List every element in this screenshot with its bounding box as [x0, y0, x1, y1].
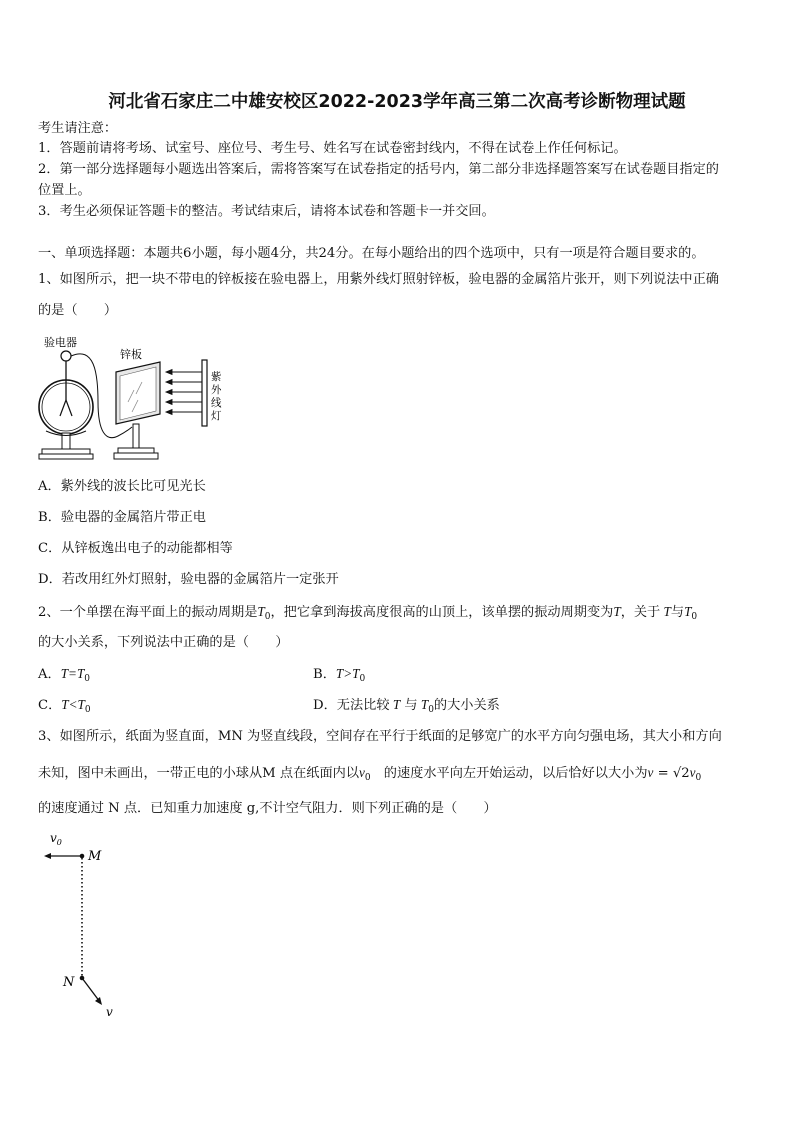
electroscope-label: 验电器	[44, 336, 77, 349]
q1-option-a: A．紫外线的波长比可见光长	[38, 479, 206, 494]
lamp-label-2: 外	[211, 384, 222, 396]
notice-item-3: 3．考生必须保证答题卡的整洁。考试结束后，请将本试卷和答题卡一并交回。	[38, 204, 495, 219]
q2-option-c: C．$T<T_0$	[38, 697, 91, 715]
q1-stem-line1: 1、如图所示，把一块不带电的锌板接在验电器上，用紫外线灯照射锌板，验电器的金属箔片张开，则下列说法中正确	[38, 272, 719, 287]
page-title: 河北省石家庄二中雄安校区2022-2023学年高三第二次高考诊断物理试题	[108, 92, 686, 112]
q3-stem-line2: 未知，图中未画出，一带正电的小球从M 点在纸面内以$v_0$ 的速度水平向左开始运动，以后恰好以大小为$v = √2v_0$	[38, 765, 702, 783]
q2-stem-line2: 的大小关系，下列说法中正确的是（ ）	[38, 635, 289, 650]
section-heading: 一、单项选择题：本题共6小题，每小题4分，共24分。在每小题给出的四个选项中，只有一项是符合题目要求的。	[38, 246, 705, 261]
q1-option-c: C．从锌板逸出电子的动能都相等	[38, 541, 233, 556]
zinc-plate-label: 锌板	[120, 348, 142, 361]
lamp-label-3: 线	[211, 397, 222, 409]
notice-item-1: 1．答题前请将考场、试室号、座位号、考生号、姓名写在试卷密封线内，不得在试卷上作任何标记。	[38, 141, 627, 156]
v-arrow	[82, 978, 100, 1002]
q2-option-b: B．$T>T_0$	[313, 666, 366, 684]
lamp-label-1: 紫	[211, 371, 222, 383]
q2-stem-line1: 2、一个单摆在海平面上的振动周期是$T_0$，把它拿到海拔高度很高的山顶上，该单摆的振动周期变为T，关于 T与$T_0$	[38, 604, 698, 622]
lamp-label-4: 灯	[211, 410, 222, 422]
m-label: M	[88, 849, 102, 864]
q2-option-a: A．$T=T_0$	[38, 666, 91, 684]
electroscope-illustration	[39, 351, 93, 459]
q1-option-d: D．若改用红外灯照射，验电器的金属箔片一定张开	[38, 572, 339, 587]
notice-item-2: 2．第一部分选择题每小题选出答案后，需将答案写在试卷指定的括号内，第二部分非选择题答案写在试卷题目指定的	[38, 162, 719, 177]
q1-figure	[36, 332, 236, 466]
n-label: N	[63, 975, 75, 990]
uv-lamp	[202, 360, 207, 426]
uv-rays	[166, 370, 204, 415]
q3-stem-line3: 的速度通过 N 点．已知重力加速度 g,不计空气阻力．则下列正确的是（ ）	[38, 801, 497, 816]
q1-option-b: B．验电器的金属箔片带正电	[38, 510, 206, 525]
v0-label: $v_0$	[50, 831, 62, 847]
notice-heading: 考生请注意：	[38, 121, 118, 136]
v-label: v	[106, 1005, 113, 1019]
zinc-plate-illustration	[114, 362, 160, 459]
q3-figure	[36, 826, 146, 1026]
q1-stem-line2: 的是（ ）	[38, 303, 118, 318]
q2-option-d: D．无法比较 T 与 $T_0$的大小关系	[313, 697, 500, 715]
point-m	[80, 854, 85, 859]
notice-item-2-cont: 位置上。	[38, 183, 91, 198]
q3-stem-line1: 3、如图所示，纸面为竖直面，MN 为竖直线段，空间存在平行于纸面的足够宽广的水平方向匀强电场，其大小和方向	[38, 729, 722, 744]
